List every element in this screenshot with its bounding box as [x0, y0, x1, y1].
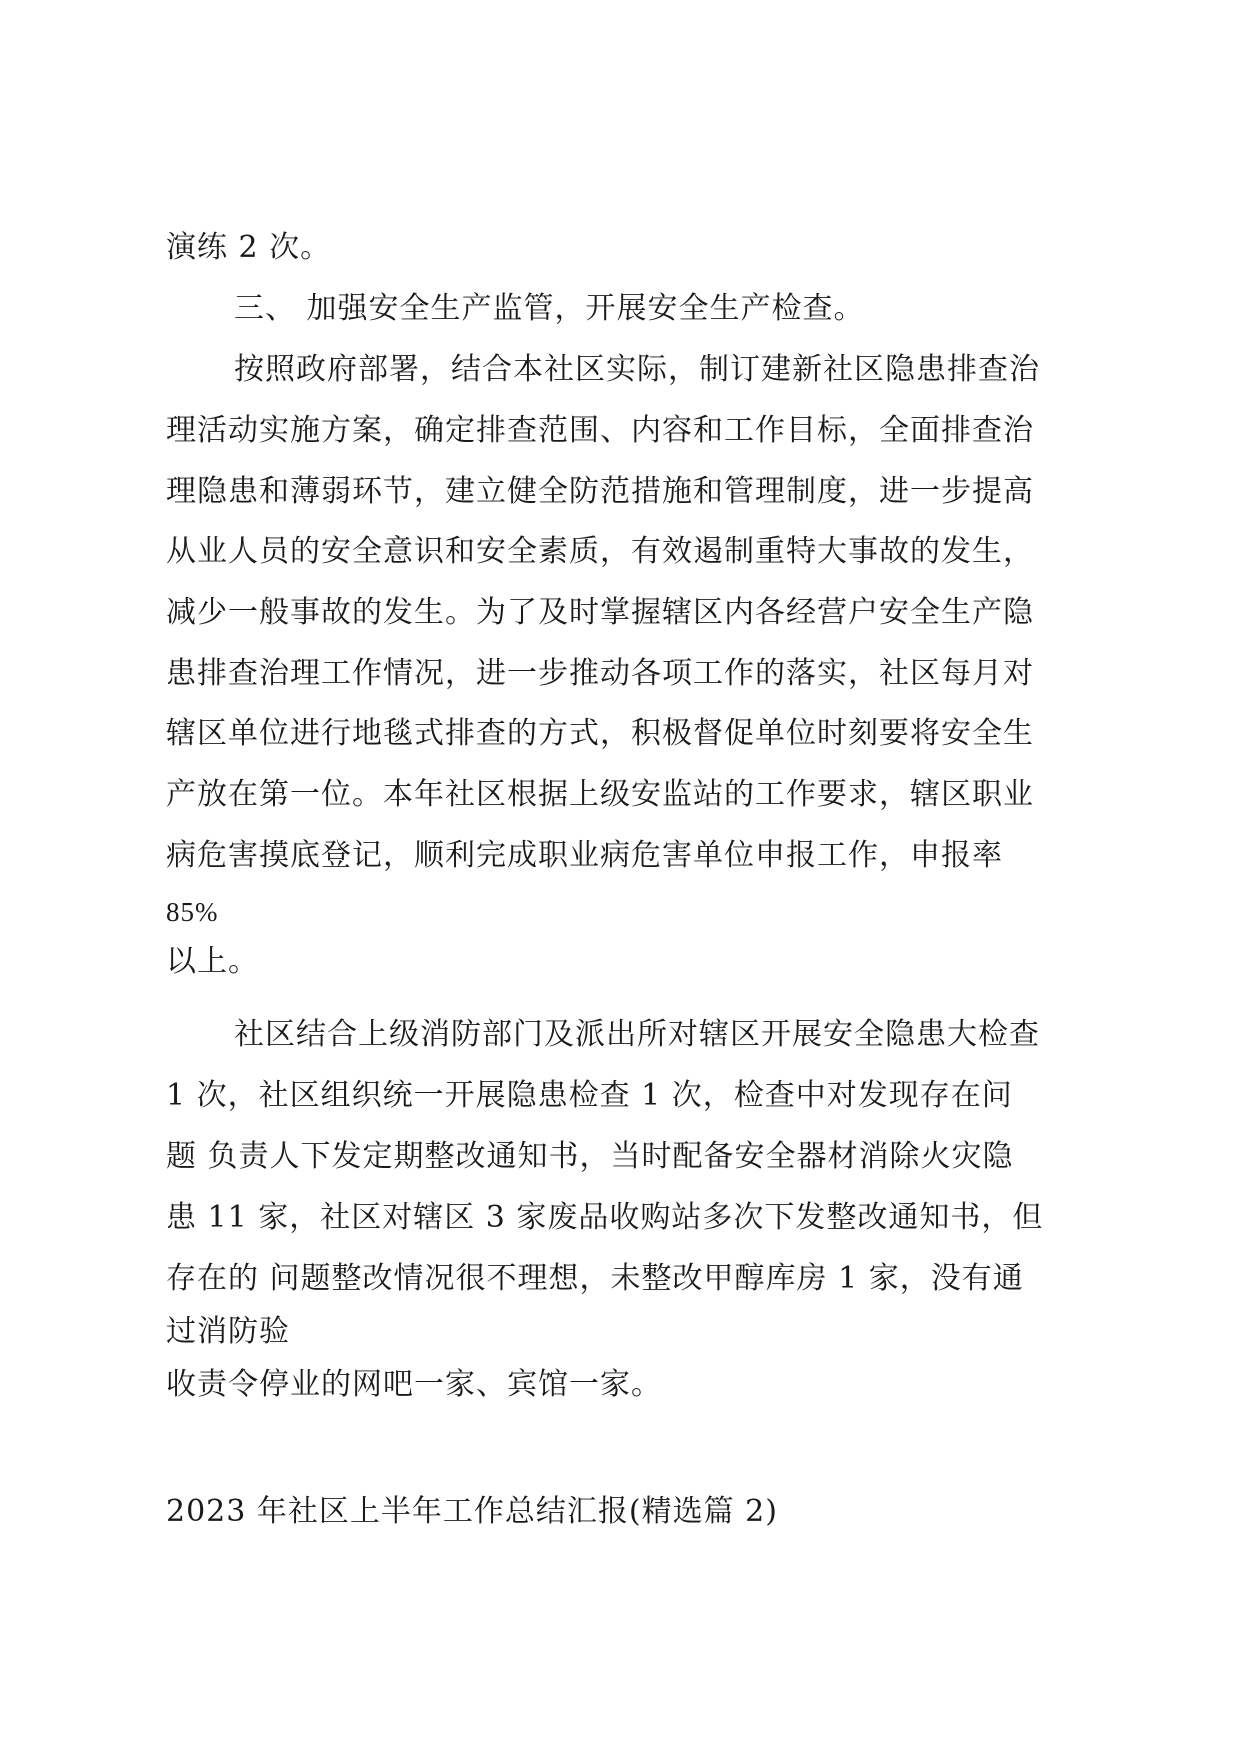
paragraph-line: 存在的 问题整改情况很不理想，未整改甲醇库房 1 家，没有通 [166, 1261, 1024, 1296]
paragraph-line: 85% [166, 897, 219, 927]
text-line: 演练 2 次。 [166, 230, 332, 265]
paragraph-line: 患排查治理工作情况，进一步推动各项工作的落实，社区每月对 [166, 656, 1034, 691]
paragraph-line: 收责令停业的网吧一家、宾馆一家。 [166, 1367, 662, 1402]
paragraph-line: 以上。 [166, 944, 259, 979]
paragraph-line: 从业人员的安全意识和安全素质，有效遏制重特大事故的发生， [166, 534, 1034, 569]
paragraph-line: 产放在第一位。本年社区根据上级安监站的工作要求，辖区职业 [166, 777, 1034, 812]
paragraph-line: 减少一般事故的发生。为了及时掌握辖区内各经营户安全生产隐 [166, 595, 1034, 630]
section-heading: 三、 加强安全生产监管，开展安全生产检查。 [234, 291, 865, 326]
paragraph-line: 理活动实施方案，确定排查范围、内容和工作目标，全面排查治 [166, 413, 1034, 448]
paragraph-line: 患 11 家，社区对辖区 3 家废品收购站多次下发整改通知书，但 [166, 1200, 1044, 1235]
paragraph-line: 按照政府部署，结合本社区实际，制订建新社区隐患排查治 [234, 352, 1040, 387]
paragraph-line: 社区结合上级消防部门及派出所对辖区开展安全隐患大检查 [234, 1017, 1040, 1052]
section-title: 2023 年社区上半年工作总结汇报(精选篇 2) [166, 1494, 778, 1529]
paragraph-line: 病危害摸底登记，顺利完成职业病危害单位申报工作，申报率 [166, 838, 1003, 873]
paragraph-line: 理隐患和薄弱环节，建立健全防范措施和管理制度，进一步提高 [166, 474, 1034, 509]
paragraph-line: 题 负责人下发定期整改通知书，当时配备安全器材消除火灾隐 [166, 1139, 1014, 1174]
paragraph-line: 辖区单位进行地毯式排查的方式，积极督促单位时刻要将安全生 [166, 716, 1034, 751]
paragraph-line: 1 次，社区组织统一开展隐患检查 1 次，检查中对发现存在问 [166, 1078, 1013, 1113]
paragraph-line: 过消防验 [166, 1314, 290, 1349]
